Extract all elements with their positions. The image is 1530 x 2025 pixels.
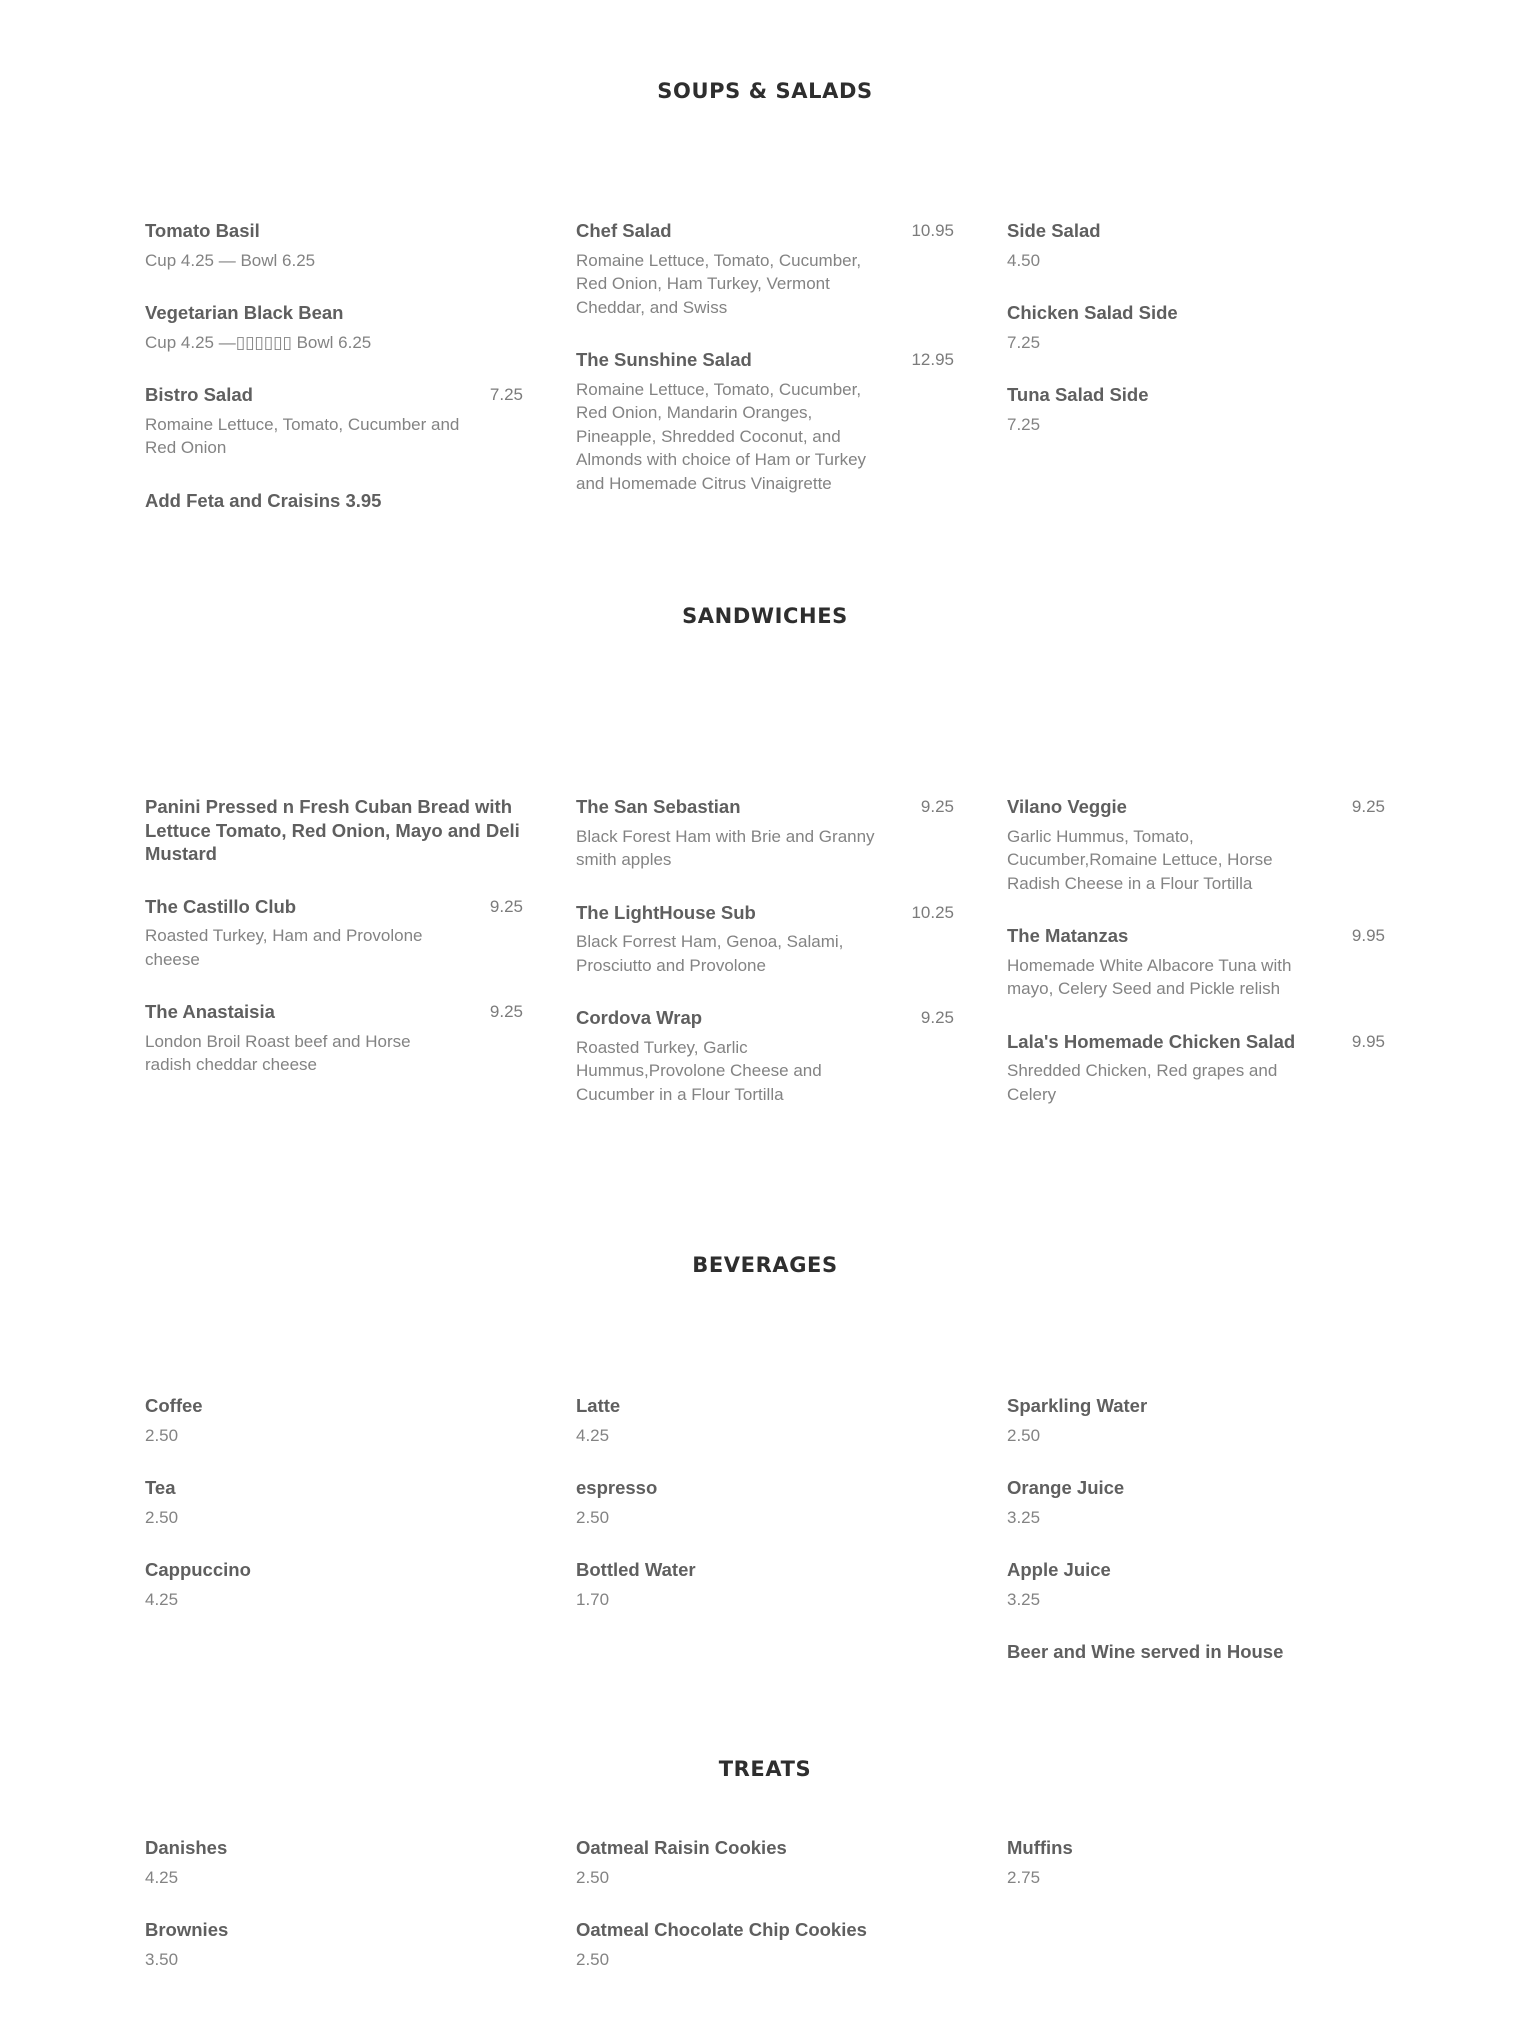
item-name: The Anastaisia — [145, 1001, 275, 1022]
item-name: Oatmeal Raisin Cookies — [576, 1837, 787, 1858]
item-price: 4.25 — [145, 1867, 179, 1887]
menu-item — [145, 1394, 523, 1447]
item-name: The Castillo Club — [145, 895, 297, 917]
item-price: 9.95 — [1351, 926, 1385, 945]
menu-item — [145, 1476, 523, 1529]
item-name: Orange Juice — [1007, 1477, 1125, 1498]
menu-column — [145, 1394, 523, 1693]
item-description: Romaine Lettuce, Tomato, Cucumber, Red Onion, Ham Turkey, Vermont Cheddar, and Swiss — [576, 250, 862, 317]
menu-column — [1007, 1836, 1385, 2000]
menu-item — [1007, 1836, 1385, 1889]
menu-item — [576, 795, 954, 872]
section-title-sandwiches: SANDWICHES — [682, 604, 848, 628]
item-price: 10.95 — [911, 221, 954, 240]
item-name: Panini Pressed n Fresh Cuban Bread with Lettuce Tomato, Red Onion, Mayo and Deli Mustard — [145, 796, 520, 864]
item-name: Muffins — [1007, 1837, 1073, 1858]
item-price: 7.25 — [1007, 414, 1041, 434]
item-name: Tea — [145, 1477, 176, 1498]
item-description: London Broil Roast beef and Horse radish cheddar cheese — [145, 1031, 411, 1074]
item-name: Chef Salad — [576, 220, 672, 241]
menu-item — [1007, 219, 1385, 272]
menu-item — [145, 895, 523, 972]
item-name: Chicken Salad Side — [1007, 302, 1178, 323]
menu-item — [145, 1918, 523, 1971]
menu-column — [145, 1836, 523, 2000]
item-name: Cappuccino — [145, 1559, 251, 1580]
item-price-options: Cup 4.25 — Bowl 6.25 — [145, 250, 316, 270]
item-price: 3.50 — [145, 1949, 179, 1969]
item-price: 7.25 — [489, 385, 523, 404]
item-name: Coffee — [145, 1395, 203, 1416]
item-name: Bistro Salad — [145, 384, 253, 405]
item-description: Romaine Lettuce, Tomato, Cucumber and Red Onion — [145, 414, 460, 457]
menu-item — [576, 1394, 954, 1447]
section-beverages — [145, 1394, 1385, 1693]
item-name: Add Feta and Craisins 3.95 — [145, 489, 382, 511]
menu-column — [1007, 795, 1385, 1135]
item-price: 1.70 — [576, 1589, 610, 1609]
item-price: 9.25 — [920, 1008, 954, 1027]
item-price: 9.25 — [489, 896, 523, 916]
item-description: Romaine Lettuce, Tomato, Cucumber, Red Onion, Mandarin Oranges, Pineapple, Shredded Coconut, and Almonds with choice of Ham or Turkey and Homemade Citrus Vinaigrette — [576, 379, 867, 493]
menu-item — [576, 219, 954, 319]
item-price: 3.25 — [1007, 1589, 1041, 1609]
menu-item — [576, 1836, 954, 1889]
item-price: 2.75 — [1007, 1867, 1041, 1887]
item-price: 9.95 — [1351, 1031, 1385, 1051]
menu-column — [576, 219, 954, 541]
item-name: Vegetarian Black Bean — [145, 302, 344, 323]
menu-column — [145, 219, 523, 541]
item-description: Homemade White Albacore Tuna with mayo, Celery Seed and Pickle relish — [1007, 955, 1292, 998]
item-name: Bottled Water — [576, 1559, 696, 1580]
item-name: Vilano Veggie — [1007, 796, 1127, 817]
menu-item — [145, 383, 523, 460]
menu-item — [1007, 1394, 1385, 1447]
item-name: Tomato Basil — [145, 220, 260, 241]
menu-item — [1007, 1030, 1385, 1107]
item-description: Shredded Chicken, Red grapes and Celery — [1007, 1061, 1278, 1104]
menu-column — [1007, 1394, 1385, 1693]
item-name: The San Sebastian — [576, 796, 741, 817]
item-name: Tuna Salad Side — [1007, 384, 1149, 405]
item-price: 12.95 — [911, 350, 954, 369]
menu-item — [1007, 383, 1385, 436]
item-description: Black Forest Ham with Brie and Granny smith apples — [576, 826, 875, 869]
item-price: 10.25 — [911, 902, 954, 922]
section-title-treats: TREATS — [718, 1757, 812, 1781]
section-soups-salads — [145, 219, 1385, 541]
item-name: Cordova Wrap — [576, 1007, 703, 1028]
item-name: Oatmeal Chocolate Chip Cookies — [576, 1919, 867, 1940]
item-name: Apple Juice — [1007, 1559, 1111, 1580]
menu-item — [1007, 1558, 1385, 1611]
item-name: Side Salad — [1007, 220, 1101, 241]
item-price: 2.50 — [576, 1949, 610, 1969]
item-price: 9.25 — [1351, 797, 1385, 816]
item-name: The LightHouse Sub — [576, 901, 756, 923]
item-price-options: Cup 4.25 —▯▯▯▯▯▯ Bowl 6.25 — [145, 332, 372, 352]
menu-item — [145, 301, 523, 354]
menu-item — [1007, 301, 1385, 354]
menu-item — [145, 795, 523, 866]
item-description: Roasted Turkey, Ham and Provolone cheese — [145, 926, 423, 969]
item-name: espresso — [576, 1477, 658, 1498]
menu-item — [576, 1476, 954, 1529]
menu-column — [145, 795, 523, 1135]
item-name: Danishes — [145, 1837, 228, 1858]
item-name: Latte — [576, 1395, 621, 1416]
menu-item — [145, 1000, 523, 1077]
menu-item — [1007, 924, 1385, 1001]
section-sandwiches — [145, 795, 1385, 1135]
menu-item — [576, 1558, 954, 1611]
menu-item — [576, 1918, 954, 1971]
item-name: The Sunshine Salad — [576, 349, 752, 370]
menu-item — [145, 1836, 523, 1889]
item-price: 3.25 — [1007, 1507, 1041, 1527]
item-name: Sparkling Water — [1007, 1395, 1148, 1416]
item-price: 2.50 — [145, 1425, 179, 1445]
menu-item — [1007, 1640, 1385, 1664]
item-description: Garlic Hummus, Tomato, Cucumber,Romaine Lettuce, Horse Radish Cheese in a Flour Tortilla — [1007, 826, 1273, 893]
item-description: Black Forrest Ham, Genoa, Salami, Prosciutto and Provolone — [576, 932, 844, 975]
menu-item — [145, 489, 523, 513]
menu-item — [145, 1558, 523, 1611]
menu-column — [576, 1394, 954, 1693]
item-price: 2.50 — [576, 1867, 610, 1887]
item-price: 9.25 — [489, 1002, 523, 1021]
item-name: The Matanzas — [1007, 925, 1129, 946]
item-price: 2.50 — [576, 1507, 610, 1527]
menu-item — [1007, 795, 1385, 895]
item-description: Roasted Turkey, Garlic Hummus,Provolone Cheese and Cucumber in a Flour Tortilla — [576, 1037, 822, 1104]
item-name: Beer and Wine served in House — [1007, 1641, 1284, 1662]
item-price: 2.50 — [1007, 1425, 1041, 1445]
menu-item — [576, 1006, 954, 1106]
item-price: 7.25 — [1007, 332, 1041, 352]
menu-item — [1007, 1476, 1385, 1529]
menu-item — [145, 219, 523, 272]
menu-column — [576, 1836, 954, 2000]
item-price: 4.50 — [1007, 250, 1041, 270]
item-price: 4.25 — [145, 1589, 179, 1609]
item-price: 4.25 — [576, 1425, 610, 1445]
section-treats — [145, 1836, 1385, 2000]
menu-column — [576, 795, 954, 1135]
item-price: 2.50 — [145, 1507, 179, 1527]
section-title-soups-salads: SOUPS & SALADS — [657, 79, 873, 103]
item-name: Brownies — [145, 1919, 229, 1940]
section-title-beverages: BEVERAGES — [692, 1253, 838, 1277]
menu-item — [576, 348, 954, 495]
menu-column — [1007, 219, 1385, 541]
menu-item — [576, 901, 954, 978]
item-price: 9.25 — [920, 797, 954, 816]
item-name: Lala's Homemade Chicken Salad — [1007, 1030, 1296, 1052]
